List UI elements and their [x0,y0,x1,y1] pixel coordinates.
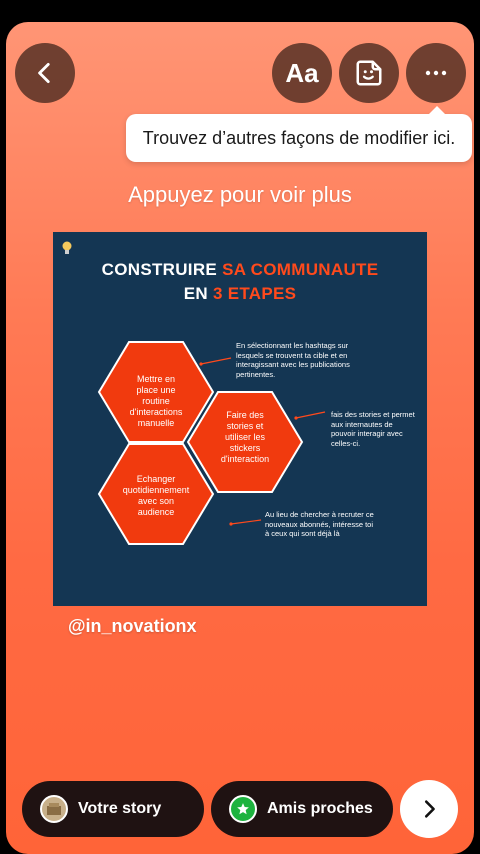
sticker-button[interactable] [339,43,399,103]
profile-picture-icon [45,800,63,818]
close-friends-badge [229,795,257,823]
shared-post[interactable] [53,232,427,606]
edit-tooltip[interactable] [126,114,472,162]
step-1-note: En sélectionnant les hashtags sur lesquels se trouvent ta cible et en interagissant avec les publications pertinentes. [236,341,350,379]
post-title-part2: SA COMMUNAUTE [222,260,379,279]
avatar-icon [40,795,68,823]
post-title-part4: 3 ETAPES [212,284,297,303]
tooltip-text: Trouvez d’autres façons de modifier ici. [142,127,456,148]
step-2-note: fais des stories et permet aux internautes de pouvoir interagir avec celles-ci. [331,410,415,448]
chevron-right-icon [418,798,440,820]
connector-3 [231,520,261,524]
step-3-note: Au lieu de chercher à recruter ce nouveaux abonnés, intéresse toi à ceux qui sont déjà là [265,510,374,538]
connector-1 [201,358,231,364]
close-friends-label: Amis proches [267,800,373,817]
chevron-left-icon [32,60,58,86]
more-options-button[interactable] [406,43,466,103]
star-icon [236,802,250,816]
sticker-icon [354,58,384,88]
step-1-label: Mettre en place une routine d'interactions manuelle [129,374,183,428]
next-button[interactable] [400,780,458,838]
your-story-button[interactable] [22,781,204,837]
connector-2 [296,412,325,418]
your-story-label: Votre story [78,800,162,817]
back-button[interactable] [15,43,75,103]
step-3-label: Echanger quotidiennement avec son audience [122,474,190,517]
mention-handle[interactable]: @in_novationx [68,616,197,636]
close-friends-button[interactable] [211,781,393,837]
story-canvas[interactable] [6,22,474,854]
tap-for-more-label[interactable]: Appuyez pour voir plus [128,182,352,207]
text-tool-label: Aa [285,57,319,88]
more-dots-icon [423,69,449,77]
post-title-part3: EN [183,284,208,303]
post-title-part1: CONSTRUIRE [101,260,218,279]
step-2-label: Faire des stories et utiliser les stickers d'interaction [220,410,270,464]
text-tool-button[interactable] [272,43,332,103]
